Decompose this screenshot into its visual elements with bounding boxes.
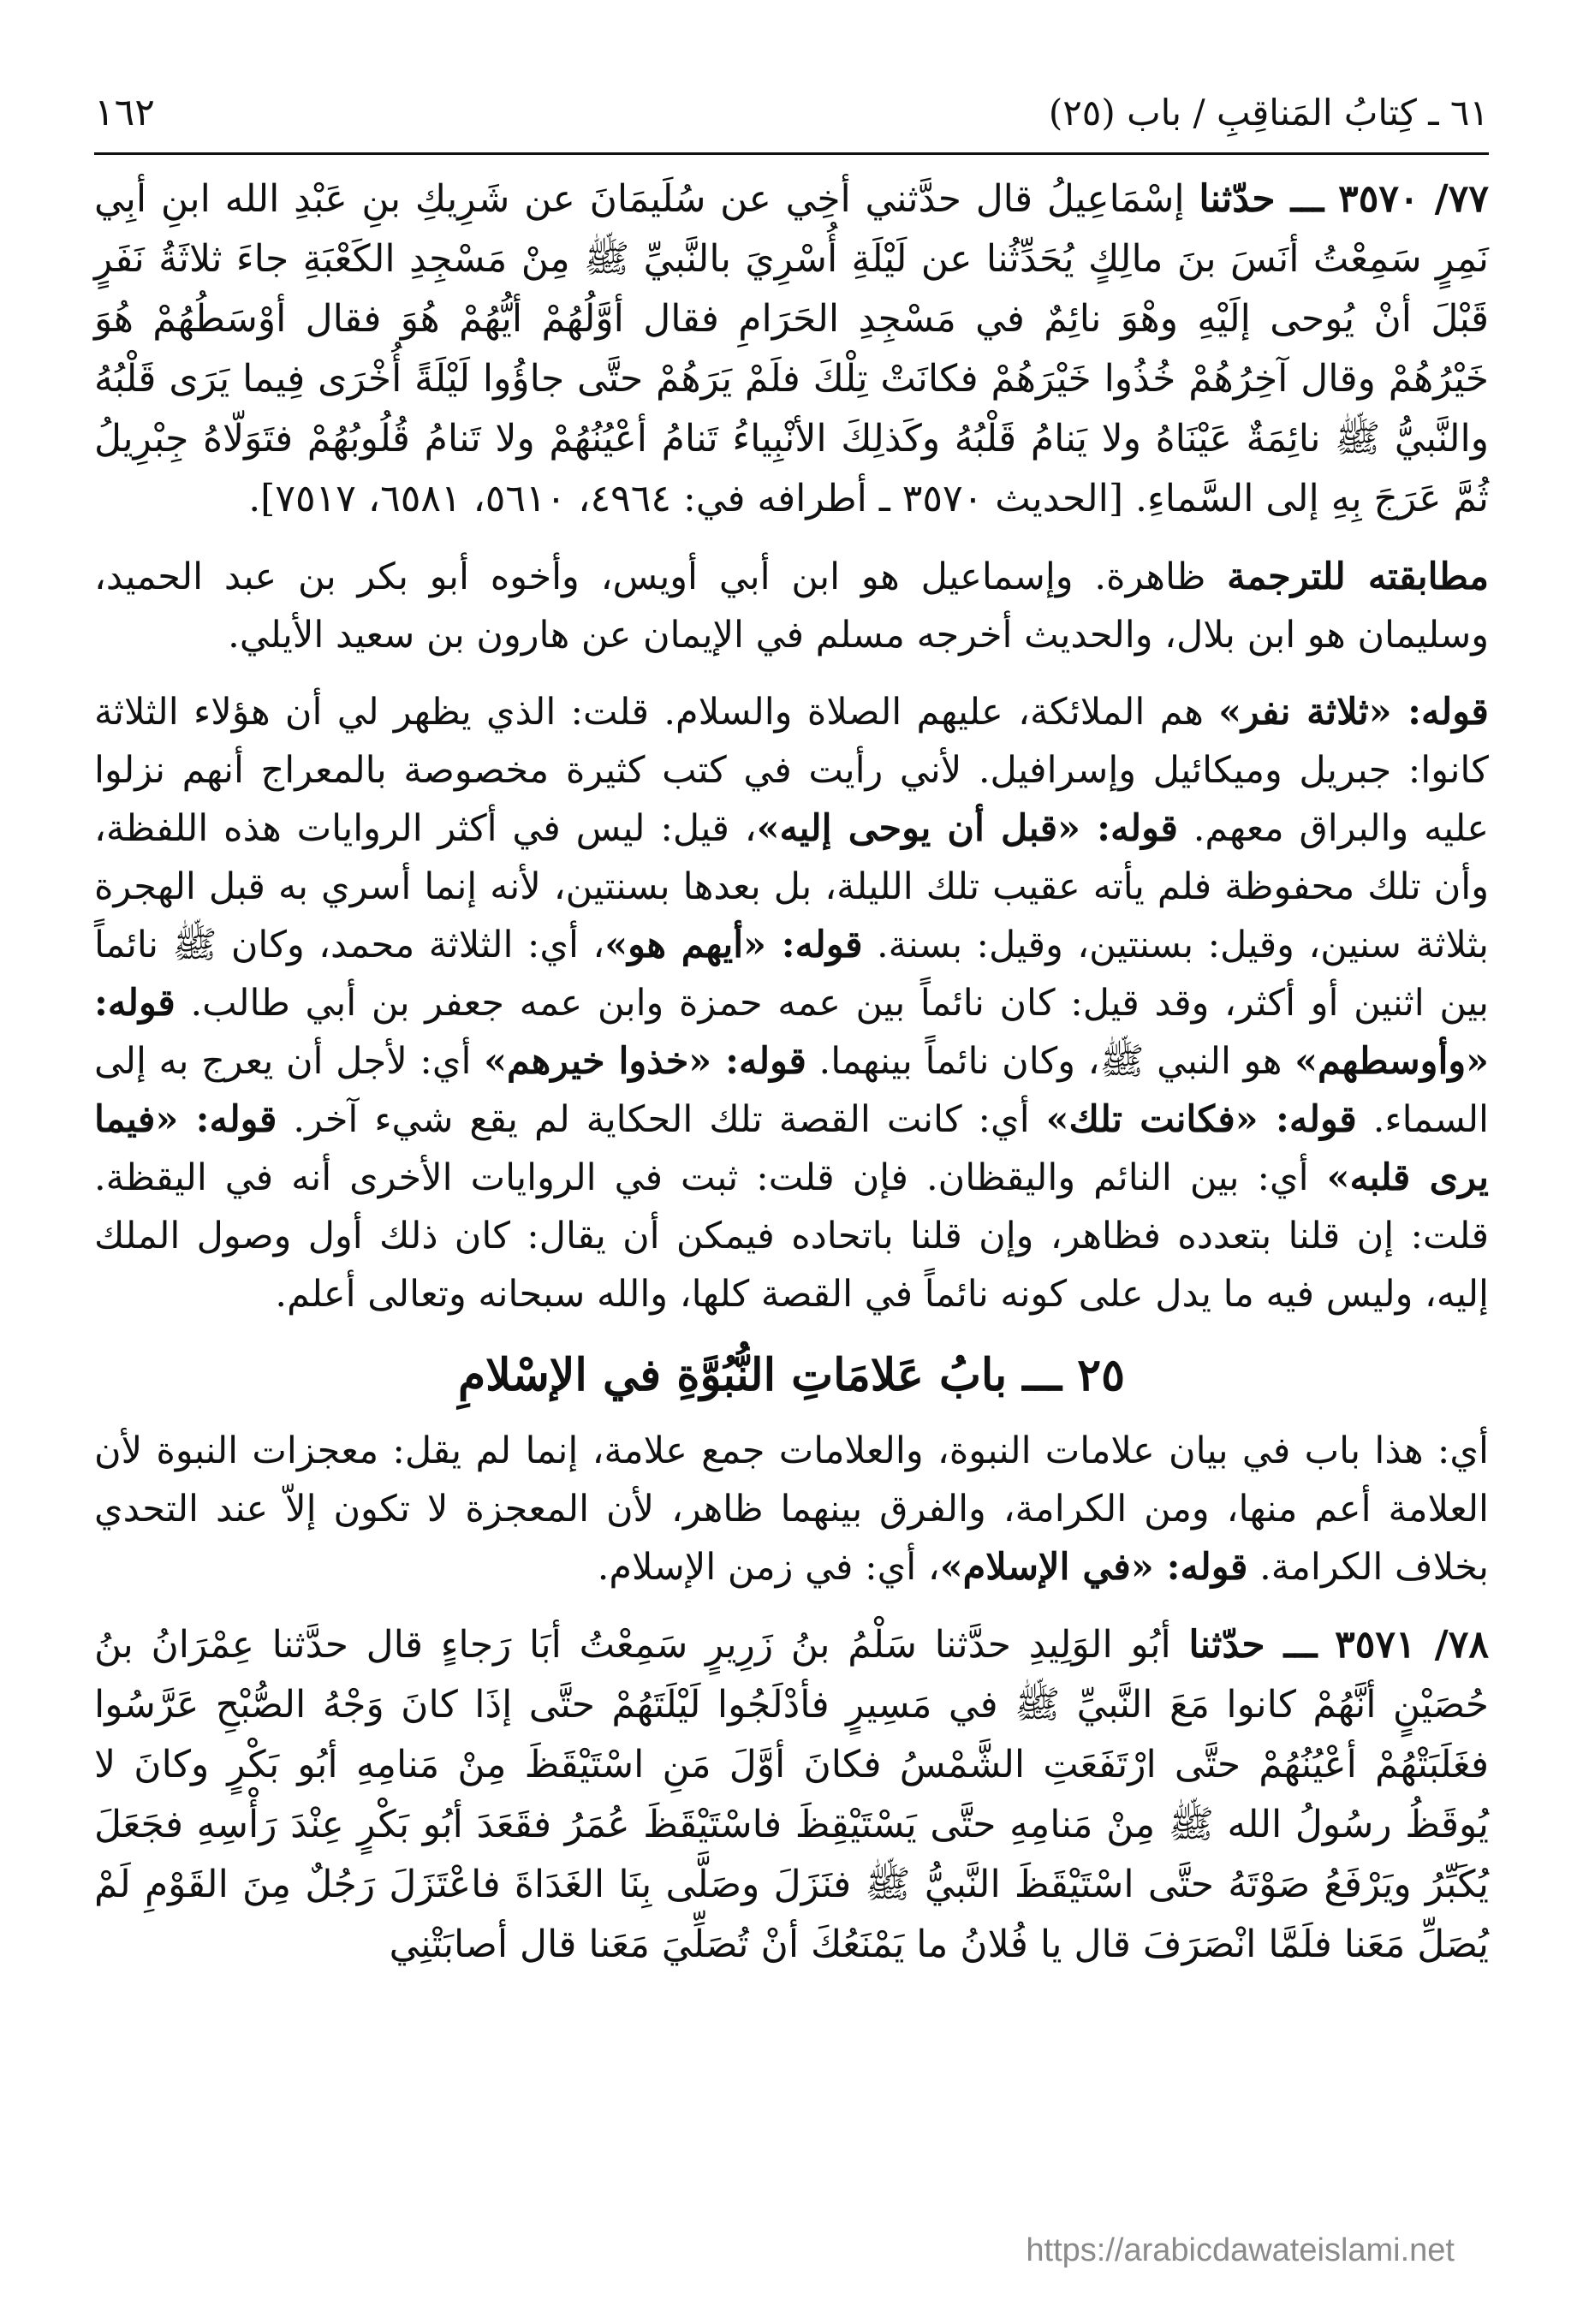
commentary-lead: مطابقته للترجمة bbox=[1227, 556, 1489, 598]
hadith-lead: ـــ حدّثنا bbox=[1188, 1623, 1318, 1667]
commentary-text: هو النبي ﷺ، وكان نائماً بينهما. bbox=[818, 1040, 1282, 1083]
quote-label: قوله: «وأوسطهم» bbox=[94, 982, 1490, 1083]
commentary-text: ، أي: الثلاثة محمد، وكان ﷺ نائماً بين اثنين أو أكثر، وقد قيل: كان نائماً بين عمه حمزة وابن عمه جعفر بن أبي طالب. bbox=[94, 924, 1489, 1025]
hadith-reference: [الحديث ٣٥٧٠ ـ أطرافه في: ٤٩٦٤، ٥٦١٠، ٦٥٨١، ٧٥١٧]. bbox=[248, 477, 1124, 520]
commentary-text: أي: هذا باب في بيان علامات النبوة، والعلامات جمع علامة، إنما لم يقل: معجزات النبوة لأن العلامة أعم منها، ومن الكرامة، والفرق بينهما ظاهر، لأن المعجزة لا تكون إلاّ عند التحدي بخلاف الكرامة. bbox=[94, 1429, 1489, 1589]
page-number: ١٦٢ bbox=[94, 90, 155, 134]
commentary-correspondence bbox=[94, 548, 1489, 664]
hadith-number: ٧٨/ ٣٥٧١ bbox=[1335, 1623, 1489, 1667]
commentary-explanation bbox=[94, 683, 1489, 1323]
commentary-text: ، أي: في زمن الإسلام. bbox=[597, 1546, 940, 1589]
header-divider bbox=[94, 152, 1489, 155]
commentary-text: ، قيل: ليس في أكثر الروايات هذه اللفظة، وأن تلك محفوظة فلم يأته عقيب تلك الليلة، بل بعدها بسنتين، لأنه إنما أسري به قبل الهجرة بثلاثة سنين، وقيل: بسنتين، وقيل: بسنة. bbox=[94, 807, 1490, 966]
page-header bbox=[94, 82, 1489, 142]
quote-label: قوله: «ثلاثة نفر» bbox=[1218, 691, 1489, 734]
running-title: ٦١ ـ كِتابُ المَناقِبِ / باب (٢٥) bbox=[1048, 91, 1489, 134]
quote-label: قوله: «فيما يرى قلبه» bbox=[94, 1098, 1489, 1199]
hadith-3570 bbox=[94, 169, 1489, 529]
hadith-text: إسْمَاعِيلُ قال حدَّثني أخِي عن سُلَيمَانَ عن شَرِيكِ بنِ عَبْدِ الله ابنِ أبِي نَمِرٍ سَمِعْتُ أنَسَ بنَ مالِكٍ يُحَدِّثُنا عن لَيْلَةِ أُسْرِيَ بالنَّبيِّ ﷺ مِنْ مَسْجِدِ الكَعْبَةِ جاءَ ثلاثَةُ نَفَرٍ قَبْلَ أنْ يُوحى إلَيْهِ وهْوَ نائِمٌ في مَسْجِدِ الحَرَامِ فقال أوَّلُهُمْ أيُّهُمْ هُوَ فقال أوْسَطُهُمْ هُوَ خَيْرُهُمْ وقال آخِرُهُمْ خُذُوا خَيْرَهُمْ فكانَتْ تِلْكَ فلَمْ يَرَهُمْ حتَّى جاؤُوا لَيْلَةً أُخْرَى فِيما يَرَى قَلْبُهُ والنَّبيُّ ﷺ نائِمَةٌ عَيْنَاهُ ولا يَنامُ قَلْبُهُ وكَذلِكَ الأنْبِياءُ تَنامُ أعْيُنُهُمْ ولا تَنامُ قُلُوبُهُمْ فتَوَلّاهُ جِبْرِيلُ ثُمَّ عَرَجَ بِهِ إلى السَّماءِ. bbox=[94, 177, 1489, 520]
hadith-text: أبُو الوَلِيدِ حدَّثنا سَلْمُ بنُ زَرِيرٍ سَمِعْتُ أبَا رَجاءٍ قال حدَّثنا عِمْرَانُ بنُ حُصَيْنٍ أنَّهُمْ كانوا مَعَ النَّبيِّ ﷺ في مَسِيرٍ فأدْلَجُوا لَيْلَتَهُمْ حتَّى إذَا كانَ وَجْهُ الصُّبْحِ عَرَّسُوا فغَلَبَتْهُمْ أعْيُنُهُمْ حتَّى ارْتَفَعَتِ الشَّمْسُ فكانَ أوَّلَ مَنِ اسْتَيْقَظَ مِنْ مَنامِهِ أبُو بَكْرٍ وكانَ لا يُوقَظُ رسُولُ الله ﷺ مِنْ مَنامِهِ حتَّى يَسْتَيْقِظَ فاسْتَيْقَظَ عُمَرُ فقَعَدَ أبُو بَكْرٍ عِنْدَ رَأْسِهِ فجَعَلَ يُكَبِّرُ ويَرْفَعُ صَوْتَهُ حتَّى اسْتَيْقَظَ النَّبيُّ ﷺ فنَزَلَ وصَلَّى بِنَا الغَدَاةَ فاعْتَزَلَ رَجُلٌ مِنَ القَوْمِ لَمْ يُصَلِّ مَعَنا فلَمَّا انْصَرَفَ قال يا فُلانُ ما يَمْنَعُكَ أنْ تُصَلِّيَ مَعَنا قال أصابَتْنِي bbox=[94, 1623, 1489, 1966]
quote-label: قوله: «في الإسلام» bbox=[939, 1546, 1248, 1589]
commentary-text: أي: بين النائم واليقظان. فإن قلت: ثبت في الروايات الأخرى أنه في اليقظة. قلت: إن قلنا بتعدده فظاهر، وإن قلنا باتحاده فيمكن أن يقال: كان ذلك أول وصول الملك إليه، وليس فيه ما يدل على كونه نائماً في القصة كلها، والله سبحانه وتعالى أعلم. bbox=[94, 1156, 1489, 1316]
watermark-url: https://arabicdawateislami.net bbox=[1026, 2232, 1455, 2268]
chapter-commentary bbox=[94, 1422, 1489, 1596]
hadith-number: ٧٧/ ٣٥٧٠ bbox=[1338, 177, 1489, 221]
quote-label: قوله: «قبل أن يوحى إليه» bbox=[756, 807, 1178, 850]
quote-label: قوله: «خذوا خيرهم» bbox=[484, 1040, 806, 1083]
hadith-3571 bbox=[94, 1615, 1489, 1975]
quote-label: قوله: «فكانت تلك» bbox=[1045, 1098, 1357, 1141]
commentary-text: أي: كانت القصة تلك الحكاية لم يقع شيء آخر. bbox=[293, 1098, 1030, 1141]
commentary-text: أي: لأجل أن يعرج به إلى السماء. bbox=[94, 1040, 1490, 1141]
commentary-text: هم الملائكة، عليهم الصلاة والسلام. قلت: الذي يظهر لي أن هؤلاء الثلاثة كانوا: جبريل وميكائيل وإسرافيل. لأني رأيت في كتب كثيرة مخصوصة بالمعراج أنهم نزلوا عليه والبراق معهم. bbox=[94, 691, 1490, 850]
quote-label: قوله: «أيهم هو» bbox=[604, 924, 863, 966]
chapter-title: ٢٥ ـــ بابُ عَلامَاتِ النُّبُوَّةِ في الإسْلامِ bbox=[457, 1349, 1126, 1401]
hadith-lead: ـــ حدّثنا bbox=[1199, 177, 1324, 221]
page-content bbox=[94, 169, 1489, 1975]
commentary-text: ظاهرة. وإسماعيل هو ابن أبي أويس، وأخوه أبو بكر بن عبد الحميد، وسليمان هو ابن بلال، والحديث أخرجه مسلم في الإيمان عن هارون بن سعيد الأيلي. bbox=[94, 556, 1489, 657]
